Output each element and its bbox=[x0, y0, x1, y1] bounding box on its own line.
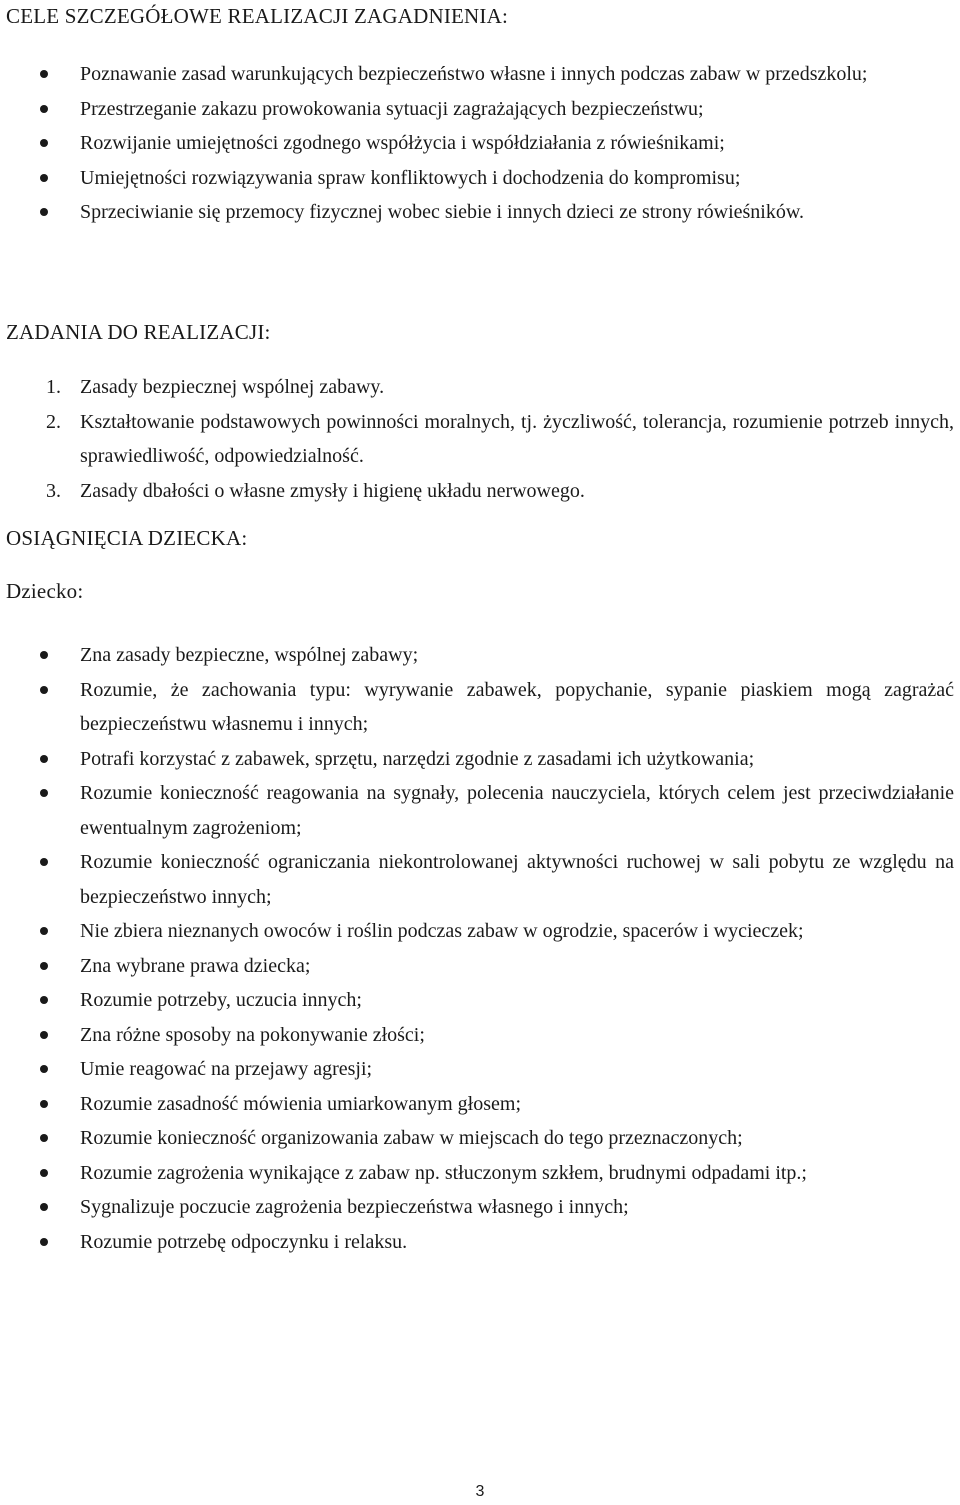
list-item: 3. Zasady dbałości o własne zmysły i higienę układu nerwowego. bbox=[46, 479, 585, 502]
bullet-icon bbox=[40, 686, 48, 694]
list-item: Rozumie konieczność organizowania zabaw w miejscach do tego przeznaczonych; bbox=[0, 1121, 960, 1156]
section-subheading-child: Dziecko: bbox=[6, 579, 84, 603]
bullet-icon bbox=[40, 858, 48, 866]
achievements-list bbox=[0, 638, 960, 1259]
list-item: Rozumie potrzeby, uczucia innych; bbox=[0, 983, 960, 1018]
list-item: Zna zasady bezpieczne, wspólnej zabawy; bbox=[0, 638, 960, 673]
list-item: Rozumie zagrożenia wynikające z zabaw np. stłuczonym szkłem, brudnymi odpadami itp.; bbox=[0, 1156, 960, 1191]
list-item: Rozumie konieczność ograniczania niekontrolowanej aktywności ruchowej w sali pobytu ze względu na bezpieczeństwo innych; bbox=[0, 845, 960, 914]
list-item: Rozumie, że zachowania typu: wyrywanie zabawek, popychanie, sypanie piaskiem mogą zagrażać bezpieczeństwu własnemu i innych; bbox=[0, 673, 960, 742]
list-item: Poznawanie zasad warunkujących bezpieczeństwo własne i innych podczas zabaw w przedszkolu; bbox=[0, 57, 960, 92]
list-item: Rozumie konieczność reagowania na sygnały, polecenia nauczyciela, których celem jest przeciwdziałanie ewentualnym zagrożeniom; bbox=[0, 776, 960, 845]
list-item: Umie reagować na przejawy agresji; bbox=[0, 1052, 960, 1087]
tasks-list bbox=[0, 370, 960, 508]
list-item: Rozumie zasadność mówienia umiarkowanym głosem; bbox=[0, 1087, 960, 1122]
list-item: Sprzeciwianie się przemocy fizycznej wobec siebie i innych dzieci ze strony rówieśników. bbox=[0, 195, 960, 230]
bullet-icon bbox=[40, 962, 48, 970]
bullet-icon bbox=[40, 1134, 48, 1142]
bullet-icon bbox=[40, 996, 48, 1004]
bullet-icon bbox=[40, 651, 48, 659]
bullet-icon bbox=[40, 70, 48, 78]
bullet-icon bbox=[40, 789, 48, 797]
list-item: 1. Zasady bezpiecznej wspólnej zabawy. bbox=[46, 376, 385, 398]
section-heading-goals: CELE SZCZEGÓŁOWE REALIZACJI ZAGADNIENIA: bbox=[6, 4, 509, 28]
bullet-icon bbox=[40, 1065, 48, 1073]
list-item: Umiejętności rozwiązywania spraw konfliktowych i dochodzenia do kompromisu; bbox=[0, 161, 960, 196]
list-item: Zna różne sposoby na pokonywanie złości; bbox=[0, 1018, 960, 1053]
list-item: Potrafi korzystać z zabawek, sprzętu, narzędzi zgodnie z zasadami ich użytkowania; bbox=[0, 742, 960, 777]
bullet-icon bbox=[40, 139, 48, 147]
list-item: Rozumie potrzebę odpoczynku i relaksu. bbox=[0, 1225, 960, 1260]
list-item: Rozwijanie umiejętności zgodnego współżycia i współdziałania z rówieśnikami; bbox=[0, 126, 960, 161]
list-item: 2. Kształtowanie podstawowych powinności moralnych, tj. życzliwość, tolerancja, rozumienie potrzeb innych, sprawiedliwość, odpowiedzialność. bbox=[46, 410, 954, 467]
list-item: Przestrzeganie zakazu prowokowania sytuacji zagrażających bezpieczeństwu; bbox=[0, 92, 960, 127]
bullet-icon bbox=[40, 174, 48, 182]
bullet-icon bbox=[40, 1100, 48, 1108]
page-number: 3 bbox=[475, 1483, 485, 1500]
bullet-icon bbox=[40, 1169, 48, 1177]
section-heading-tasks: ZADANIA DO REALIZACJI: bbox=[6, 320, 271, 344]
bullet-icon bbox=[40, 755, 48, 763]
bullet-icon bbox=[40, 105, 48, 113]
bullet-icon bbox=[40, 927, 48, 935]
section-heading-achievements: OSIĄGNIĘCIA DZIECKA: bbox=[6, 526, 248, 550]
list-item: Nie zbiera nieznanych owoców i roślin podczas zabaw w ogrodzie, spacerów i wycieczek; bbox=[0, 914, 960, 949]
bullet-icon bbox=[40, 208, 48, 216]
list-item: Zna wybrane prawa dziecka; bbox=[0, 949, 960, 984]
bullet-icon bbox=[40, 1203, 48, 1211]
list-item: Sygnalizuje poczucie zagrożenia bezpieczeństwa własnego i innych; bbox=[0, 1190, 960, 1225]
bullet-icon bbox=[40, 1238, 48, 1246]
bullet-icon bbox=[40, 1031, 48, 1039]
goals-list bbox=[0, 57, 960, 230]
